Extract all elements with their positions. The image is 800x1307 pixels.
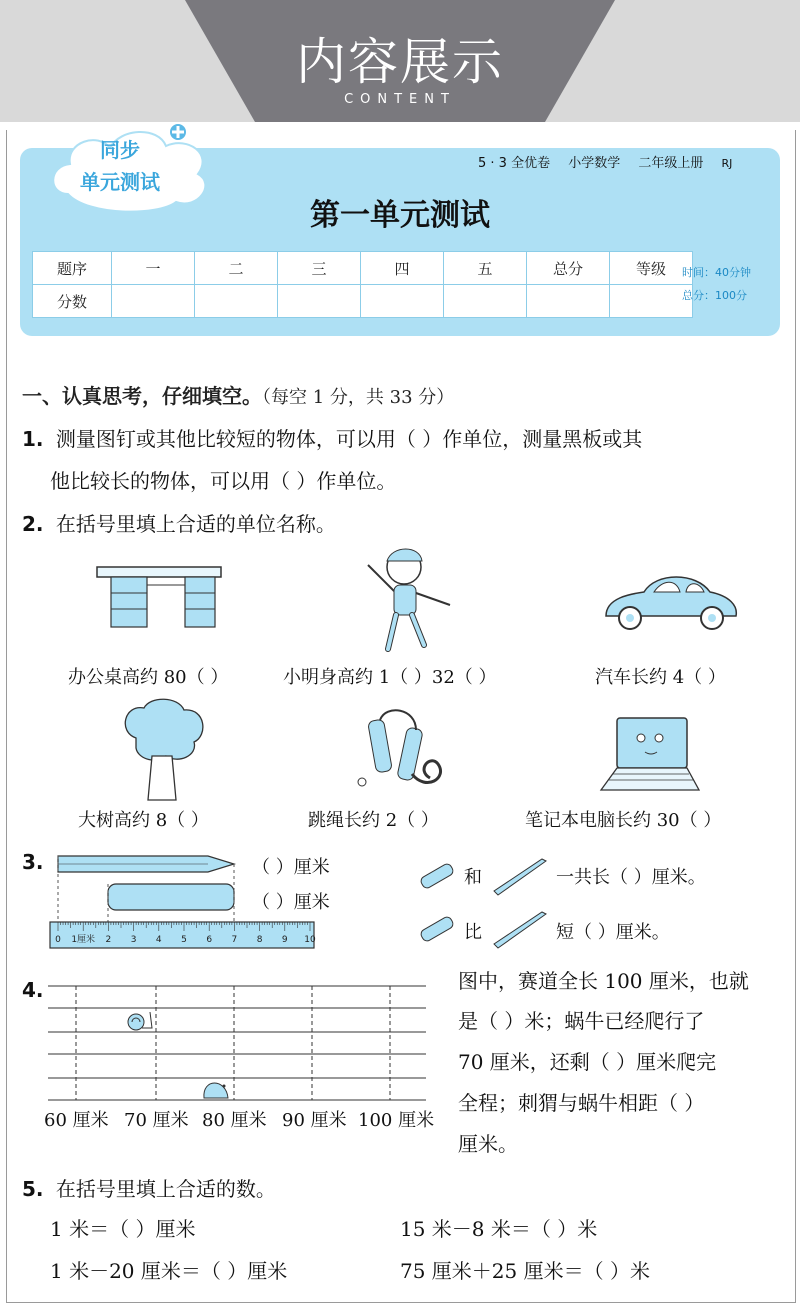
q5-number: 5.	[22, 1177, 44, 1201]
q1-number: 1.	[22, 427, 44, 451]
desk-icon	[95, 565, 225, 635]
ruler-label: 2	[105, 935, 112, 945]
jump-rope-icon	[356, 712, 456, 802]
track-label-80: 80 厘米	[202, 1110, 267, 1131]
score-value-row	[33, 285, 693, 318]
q4-number: 4.	[22, 978, 44, 1002]
ruler-label: 1厘米	[71, 935, 96, 945]
q2-caption-desk: 办公桌高约 80（ ）	[68, 667, 229, 688]
test-title: 第一单元测试	[310, 198, 490, 233]
track-label-70: 70 厘米	[124, 1110, 189, 1131]
q2-caption-rope: 跳绳长约 2（ ）	[308, 810, 439, 831]
score-blank-cell[interactable]	[527, 285, 610, 318]
banner-subtitle: CONTENT	[344, 92, 456, 107]
meta-series: 5 · 3 全优卷	[478, 156, 551, 171]
q2-caption-height: 小明身高约 1（ ）32（ ）	[283, 667, 497, 688]
q4-text-line5: 厘米。	[458, 1132, 518, 1156]
total-score-info: 总分：100分	[682, 289, 747, 302]
q5-item: 1 米－20 厘米＝（ ）厘米	[50, 1259, 288, 1283]
q5-line	[22, 1173, 276, 1202]
score-table	[32, 251, 693, 318]
score-header-cell: 二	[195, 252, 278, 285]
ruler-label: 8	[256, 935, 263, 945]
score-blank-cell[interactable]	[112, 285, 195, 318]
pencil-small-icon	[492, 908, 552, 948]
q3-blank1: （ ）厘米	[252, 857, 330, 878]
track-label-90: 90 厘米	[282, 1110, 347, 1131]
tree-icon	[118, 698, 208, 803]
series-meta	[478, 152, 746, 171]
q5-item: 1 米＝（ ）厘米	[50, 1217, 196, 1241]
q2-caption-tree: 大树高约 8（ ）	[78, 810, 209, 831]
score-blank-cell[interactable]	[444, 285, 527, 318]
ruler-label: 7	[231, 935, 238, 945]
q1-line1	[22, 423, 642, 452]
score-header-cell: 题序	[33, 252, 112, 285]
section1-title	[22, 380, 454, 409]
top-banner	[0, 0, 800, 122]
ruler-label: 0	[55, 935, 61, 945]
q3-sum-text: 一共长（ ）厘米。	[556, 867, 706, 888]
score-blank-cell[interactable]	[361, 285, 444, 318]
banner-title: 内容展示	[296, 33, 504, 91]
track-lines	[48, 986, 426, 1100]
ruler-label: 3	[130, 935, 137, 945]
q3-short-text: 短（ ）厘米。	[556, 922, 670, 943]
score-row-label: 分数	[33, 285, 112, 318]
time-info: 时间：40分钟	[682, 266, 751, 279]
badge-line2: 单元测试	[80, 170, 160, 194]
ruler-label: 10	[304, 935, 316, 945]
score-header-row	[33, 252, 693, 285]
snail-icon	[128, 1012, 152, 1030]
ruler-label: 9	[281, 935, 288, 945]
track-label-100: 100 厘米	[358, 1110, 435, 1131]
q2-number: 2.	[22, 512, 44, 536]
score-blank-cell[interactable]	[195, 285, 278, 318]
q3-word-than: 比	[464, 922, 482, 943]
q4-text-line4: 全程；刺猬与蜗牛相距（ ）	[458, 1091, 705, 1115]
section1-note: （每空 1 分，共 33 分）	[262, 387, 455, 408]
q1-text-line2: 他比较长的物体，可以用（ ）作单位。	[50, 469, 397, 493]
eraser-small-icon	[418, 913, 458, 943]
q3-number: 3.	[22, 850, 44, 874]
eraser-icon	[108, 884, 234, 910]
score-header-cell: 总分	[527, 252, 610, 285]
track-label-60: 60 厘米	[44, 1110, 109, 1131]
q1-text-line1: 测量图钉或其他比较短的物体，可以用（ ）作单位，测量黑板或其	[55, 427, 643, 451]
q5-item: 15 米－8 米＝（ ）米	[400, 1217, 598, 1241]
score-header-cell: 四	[361, 252, 444, 285]
meta-edition: RJ	[721, 157, 733, 170]
q2-caption-laptop: 笔记本电脑长约 30（ ）	[525, 810, 722, 831]
q3-word-and: 和	[464, 867, 482, 888]
q4-text-line1: 图中，赛道全长 100 厘米，也就	[458, 969, 749, 993]
badge-line1: 同步	[100, 138, 140, 162]
q2-caption-car: 汽车长约 4（ ）	[595, 667, 726, 688]
ruler-label: 6	[206, 935, 213, 945]
car-icon	[600, 568, 740, 638]
pencil-small-icon	[492, 855, 552, 895]
score-header-cell: 等级	[610, 252, 693, 285]
score-blank-cell[interactable]	[278, 285, 361, 318]
score-header-cell: 三	[278, 252, 361, 285]
q4-race-track	[48, 982, 428, 1107]
track-markers	[76, 986, 390, 1100]
ruler-label: 5	[181, 935, 187, 945]
q4-text-line3: 70 厘米，还剩（ ）厘米爬完	[458, 1050, 717, 1074]
hedgehog-icon	[204, 1083, 228, 1098]
section1-heading: 一、认真思考，仔细填空。	[22, 384, 262, 408]
q2-text: 在括号里填上合适的单位名称。	[55, 512, 336, 536]
q5-item: 75 厘米＋25 厘米＝（ ）米	[400, 1259, 650, 1283]
meta-grade: 二年级上册	[638, 156, 704, 171]
score-blank-cell[interactable]	[610, 285, 693, 318]
q3-blank2: （ ）厘米	[252, 892, 330, 913]
score-header-cell: 一	[112, 252, 195, 285]
eraser-small-icon	[418, 860, 458, 890]
score-header-cell: 五	[444, 252, 527, 285]
q5-text: 在括号里填上合适的数。	[55, 1177, 276, 1201]
boy-icon	[362, 545, 452, 655]
meta-subject: 小学数学	[568, 156, 621, 171]
q4-text-line2: 是（ ）米；蜗牛已经爬行了	[458, 1009, 705, 1033]
laptop-icon	[595, 712, 705, 797]
ruler-label: 4	[155, 935, 162, 945]
q2-line	[22, 508, 336, 537]
